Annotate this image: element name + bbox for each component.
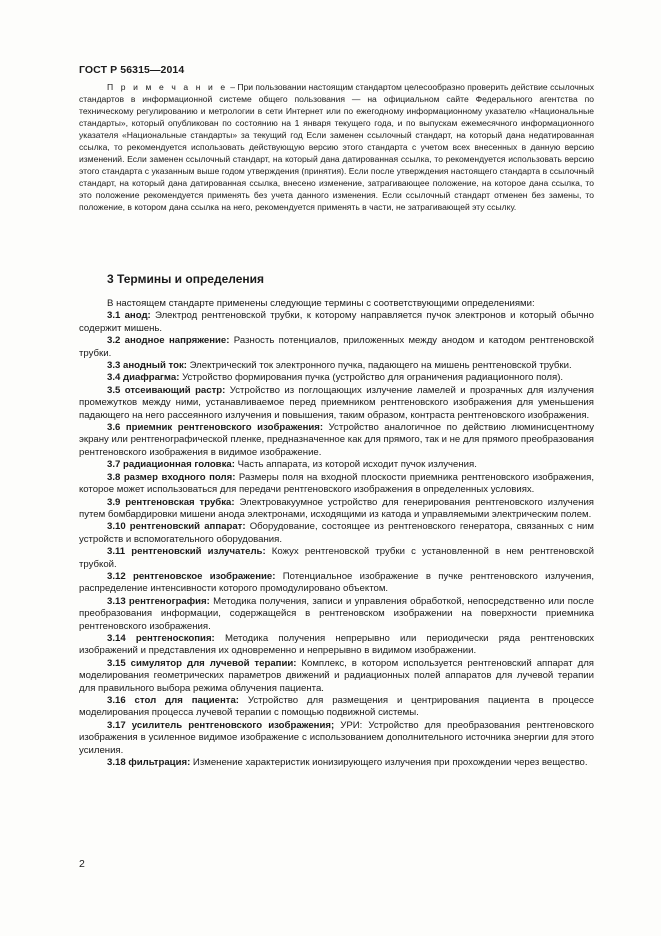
term-definition: Оборудование, состоящее из рентгеновского генератора, связанных с ним устройств и вспомогательного оборудования. [79, 521, 594, 545]
term-entry [79, 422, 594, 459]
term-entry [79, 360, 594, 372]
term-definition: Устройство аналогичное по действию люминисцентному экрану или рентгенографической пленке, предназначенное как для прямого, так и не для прямого преобразования рентгеновского изображения в видимое изображение. [79, 422, 594, 458]
term-entry [79, 695, 594, 720]
term-entry [79, 571, 594, 596]
term-definition: Потенциальное изображение в пучке рентгеновского излучения, распределение интенсивности которого промодулировано объектом. [79, 570, 594, 595]
term-title: 3.6 приемник рентгеновского изображения: [107, 422, 324, 434]
term-title: 3.14 рентгеноскопия: [107, 632, 215, 644]
term-definition: Размеры поля на входной плоскости приемника рентгеновского изображения, которое может использоваться для передачи рентгеновского изображения в определенных условиях. [79, 471, 594, 496]
page-number: 2 [79, 858, 85, 870]
term-definition: Кожух рентгеновской трубки с установленной в нем рентгеновской трубкой. [79, 546, 594, 570]
section-title: 3 Термины и определения [107, 272, 265, 286]
term-title: 3.12 рентгеновское изображение: [107, 570, 276, 582]
term-definition: Методика получения непрерывно или периодически ряда рентгеновских изображений и представления их одновременно и непрерывно в видимом изображении. [79, 632, 594, 657]
term-definition: Устройство формирования пучка (устройство для ограничения радиационного поля). [179, 372, 564, 384]
term-title: 3.16 стол для пациента: [107, 695, 239, 706]
term-title: 3.17 усилитель рентгеновского изображения; [107, 719, 335, 731]
terms-list [79, 298, 594, 769]
term-definition: УРИ: Устройство для преобразования рентгеновского изображения в усиленное видимое изображение с использованием дополнительного источника энергии для этого усиления. [79, 719, 595, 756]
term-entry [79, 385, 594, 422]
term-entry [79, 310, 594, 335]
term-entry [79, 497, 594, 522]
term-title: 3.15 симулятор для лучевой терапии: [107, 657, 297, 669]
term-entry [79, 546, 594, 571]
term-entry [79, 596, 594, 633]
term-entry [79, 335, 594, 360]
term-title: 3.18 фильтрация: [107, 757, 191, 769]
term-title: 3.1 анод: [107, 310, 151, 322]
term-entry [79, 633, 594, 658]
term-entry [79, 521, 594, 546]
term-title: 3.5 отсеивающий растр: [107, 384, 226, 396]
term-title: 3.10 рентгеновский аппарат: [107, 521, 246, 533]
term-definition: Электрический ток электронного пучка, падающего на мишень рентгеновской трубки. [186, 360, 572, 372]
note-label: П р и м е ч а н и е [107, 82, 228, 92]
term-title: 3.9 рентгеновская трубка: [107, 496, 235, 508]
term-title: 3.7 радиационная головка: [107, 459, 235, 471]
document-header: ГОСТ Р 56315—2014 [79, 64, 185, 76]
term-entry [79, 757, 594, 769]
note-text: – При пользовании настоящим стандартом целесообразно проверить действие ссылочных стандартов в информационной системе общего пользования — на официальном сайте Федерального агентства по техническому регулированию и метрологии в сети Интернет или по ежегодному информационному указателю «Национальные стандарты», который опубликован по состоянию на 1 января текущего года, и по выпускам ежемесячного информационного указателя «Национальные стандарты» за текущий год Если заменен ссылочный стандарт, на который дана недатированная ссылка, то рекомендуется использовать действующую версию этого стандарта с учетом всех внесенных в данную версию изменений. Если заменен ссылочный стандарт, на который дана датированная ссылка, то рекомендуется использовать версию этого стандарта с указанным выше годом утверждения (принятия). Если после утверждения настоящего стандарта в ссылочный стандарт, на который дана датированная ссылка, внесено изменение, затрагивающее положение, на которое дана ссылка, то это положение рекомендуется применять без учета данного изменения. Если ссылочный стандарт отменен без замены, то положение, в котором дана ссылка на него, рекомендуется применять в части, не затрагивающей эту ссылку. [79, 82, 594, 212]
term-entry [79, 720, 594, 757]
term-title: 3.4 диафрагма: [107, 372, 180, 384]
term-definition: Электровакуумное устройство для генерирования рентгеновского излучения путем бомбардировки мишени анода электронами, исходящими из катода и управляемыми электрическим полем. [79, 496, 594, 520]
note-paragraph [79, 81, 594, 213]
term-title: 3.13 рентгенография: [107, 595, 210, 607]
term-definition: Устройство из поглощающих излучение ламелей и прозрачных для излучения промежутков между ними, устанавливаемое перед приемником рентгеновского изображения для уменьшения падающего на него рассеянного излучения и повышения, таким образом, контраста рентгеновского изображения. [79, 384, 594, 421]
term-entry [79, 472, 594, 497]
terms-intro: В настоящем стандарте применены следующие термины с соответствующими определениями: [107, 298, 535, 309]
term-definition: Комплекс, в котором используется рентгеновский аппарат для моделирования геометрических параметров движений и радиационных полей аппаратов для лучевой терапии для правильного выбора режима облучения пациента. [79, 657, 594, 694]
term-title: 3.8 размер входного поля: [107, 471, 236, 483]
term-title: 3.11 рентгеновский излучатель: [107, 546, 266, 558]
term-entry [79, 459, 594, 471]
term-entry [79, 372, 594, 384]
term-entry [79, 658, 594, 695]
term-definition: Изменение характеристик ионизирующего излучения при прохождении через вещество. [190, 757, 588, 769]
term-definition: Устройство для размещения и центрирования пациента в процессе моделирования процесса лучевой терапии с помощью подвижной системы. [79, 695, 595, 719]
term-definition: Методика получения, записи и управления обработкой, непосредственно или после преобразования информации, содержащейся в рентгеновском изображении на поверхности приемника рентгеновского изображения. [79, 595, 595, 632]
term-definition: Часть аппарата, из которой исходит пучок излучения. [234, 459, 477, 471]
term-title: 3.2 анодное напряжение: [107, 335, 230, 347]
term-definition: Электрод рентгеновской трубки, к которому направляется пучок электронов и который обычно содержит мишень. [79, 310, 594, 334]
term-title: 3.3 анодный ток: [107, 360, 187, 372]
term-definition: Разность потенциалов, приложенных между анодом и катодом рентгеновской трубки. [79, 335, 594, 359]
